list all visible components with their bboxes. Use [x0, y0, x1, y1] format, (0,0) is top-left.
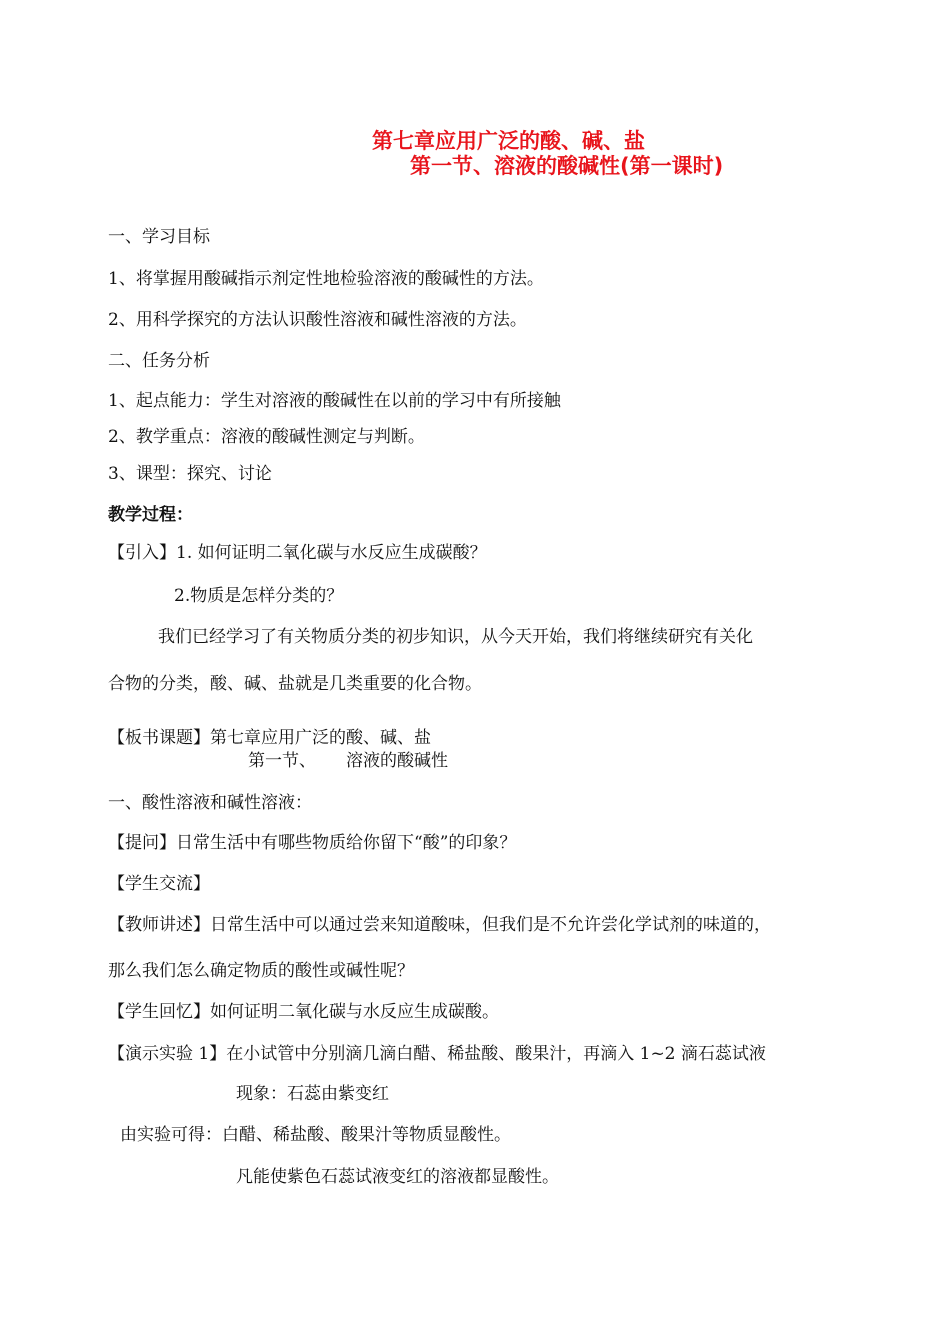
intro-question-1: 【引入】1. 如何证明二氧化碳与水反应生成碳酸？ [108, 543, 487, 563]
phenomenon-line: 现象：石蕊由紫变红 [236, 1084, 389, 1104]
objective-item: 2、用科学探究的方法认识酸性溶液和碱性溶液的方法。 [108, 310, 527, 330]
conclusion-line: 由实验可得：白醋、稀盐酸、酸果汁等物质显酸性。 [120, 1125, 511, 1145]
section-heading: 一、酸性溶液和碱性溶液： [108, 793, 312, 813]
conclusion-line: 凡能使紫色石蕊试液变红的溶液都显酸性。 [236, 1167, 559, 1187]
analysis-item: 2、教学重点：溶液的酸碱性测定与判断。 [108, 427, 425, 447]
analysis-item: 1、起点能力：学生对溶液的酸碱性在以前的学习中有所接触 [108, 391, 561, 411]
analysis-item: 3、课型：探究、讨论 [108, 464, 272, 484]
process-heading: 教学过程： [108, 505, 193, 525]
objectives-heading: 一、学习目标 [108, 227, 210, 247]
student-exchange-label: 【学生交流】 [108, 874, 210, 894]
intro-question-2: 2.物质是怎样分类的？ [174, 586, 344, 606]
board-subtitle-topic: 溶液的酸碱性 [346, 751, 448, 771]
teacher-statement-line: 那么我们怎么确定物质的酸性或碱性呢？ [108, 961, 414, 981]
teacher-statement-line: 【教师讲述】日常生活中可以通过尝来知道酸味，但我们是不允许尝化学试剂的味道的， [108, 915, 771, 935]
intro-paragraph-line: 我们已经学习了有关物质分类的初步知识，从今天开始，我们将继续研究有关化 [158, 627, 753, 647]
intro-paragraph-line: 合物的分类，酸、碱、盐就是几类重要的化合物。 [108, 674, 482, 694]
objective-item: 1、将掌握用酸碱指示剂定性地检验溶液的酸碱性的方法。 [108, 269, 544, 289]
board-subtitle [248, 750, 448, 772]
analysis-heading: 二、任务分析 [108, 351, 210, 371]
section-title: 第一节、溶液的酸碱性(第一课时) [410, 154, 724, 178]
board-subtitle-section: 第一节、 [248, 751, 316, 771]
question-line: 【提问】日常生活中有哪些物质给你留下“酸”的印象？ [108, 833, 517, 853]
chapter-title: 第七章应用广泛的酸、碱、盐 [372, 129, 645, 153]
demo-experiment-line: 【演示实验 1】在小试管中分别滴几滴白醋、稀盐酸、酸果汁，再滴入 1~2 滴石蕊试液 [108, 1044, 766, 1064]
board-title-line: 【板书课题】第七章应用广泛的酸、碱、盐 [108, 728, 431, 748]
student-recall-line: 【学生回忆】如何证明二氧化碳与水反应生成碳酸。 [108, 1002, 499, 1022]
